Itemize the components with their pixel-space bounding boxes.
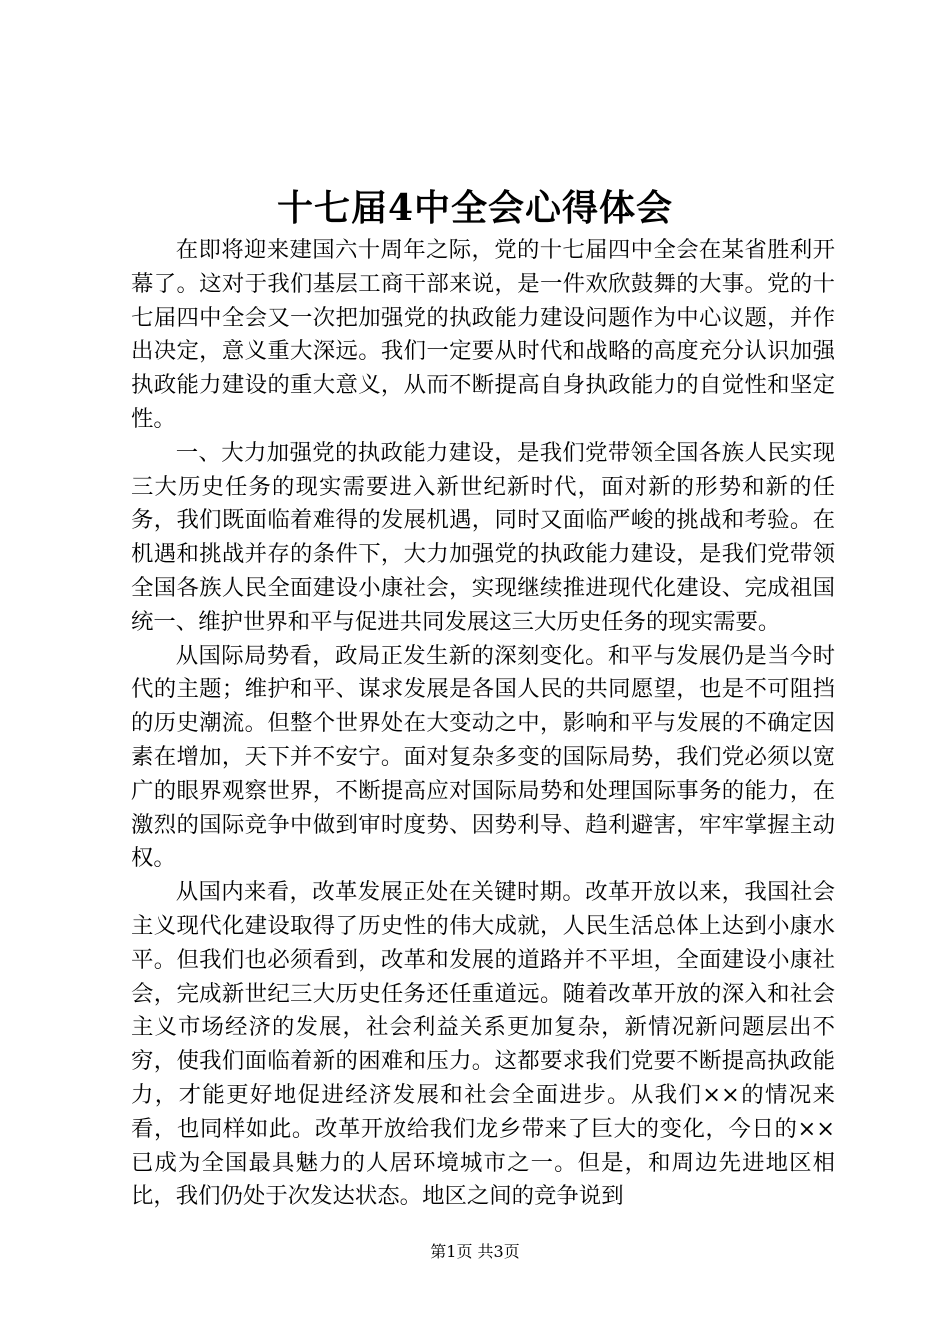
- paragraph-4: 从国内来看，改革发展正处在关键时期。改革开放以来，我国社会主义现代化建设取得了历史性的伟大成就，人民生活总体上达到小康水平。但我们也必须看到，改革和发展的道路并不平坦，全面建设小康社会，完成新世纪三大历史任务还任重道远。随着改革开放的深入和社会主义市场经济的发展，社会利益关系更加复杂，新情况新问题层出不穷，使我们面临着新的困难和压力。这都要求我们党要不断提高执政能力，才能更好地促进经济发展和社会全面进步。从我们××的情况来看，也同样如此。改革开放给我们龙乡带来了巨大的变化，今日的××已成为全国最具魅力的人居环境城市之一。但是，和周边先进地区相比，我们仍处于次发达状态。地区之间的竞争说到: [131, 879, 835, 1210]
- paragraph-1: 在即将迎来建国六十周年之际，党的十七届四中全会在某省胜利开幕了。这对于我们基层工商干部来说，是一件欢欣鼓舞的大事。党的十七届四中全会又一次把加强党的执政能力建设问题作为中心议题，并作出决定，意义重大深远。我们一定要从时代和战略的高度充分认识加强执政能力建设的重大意义，从而不断提高自身执政能力的自觉性和坚定性。: [131, 237, 835, 432]
- document-title: 十七届4中全会心得体会: [276, 187, 674, 229]
- document-body: [131, 234, 835, 1214]
- paragraph-3: 从国际局势看，政局正发生新的深刻变化。和平与发展仍是当今时代的主题；维护和平、谋求发展是各国人民的共同愿望，也是不可阻挡的历史潮流。但整个世界处在大变动之中，影响和平与发展的不确定因素在增加，天下并不安宁。面对复杂多变的国际局势，我们党必须以宽广的眼界观察世界，不断提高应对国际局势和处理国际事务的能力，在激烈的国际竞争中做到审时度势、因势利导、趋利避害，牢牢掌握主动权。: [131, 642, 835, 872]
- page-footer: 第1页 共3页: [430, 1242, 520, 1261]
- paragraph-2: 一、大力加强党的执政能力建设，是我们党带领全国各族人民实现三大历史任务的现实需要进入新世纪新时代，面对新的形势和新的任务，我们既面临着难得的发展机遇，同时又面临严峻的挑战和考验。在机遇和挑战并存的条件下，大力加强党的执政能力建设，是我们党带领全国各族人民全面建设小康社会，实现继续推进现代化建设、完成祖国统一、维护世界和平与促进共同发展这三大历史任务的现实需要。: [131, 439, 835, 635]
